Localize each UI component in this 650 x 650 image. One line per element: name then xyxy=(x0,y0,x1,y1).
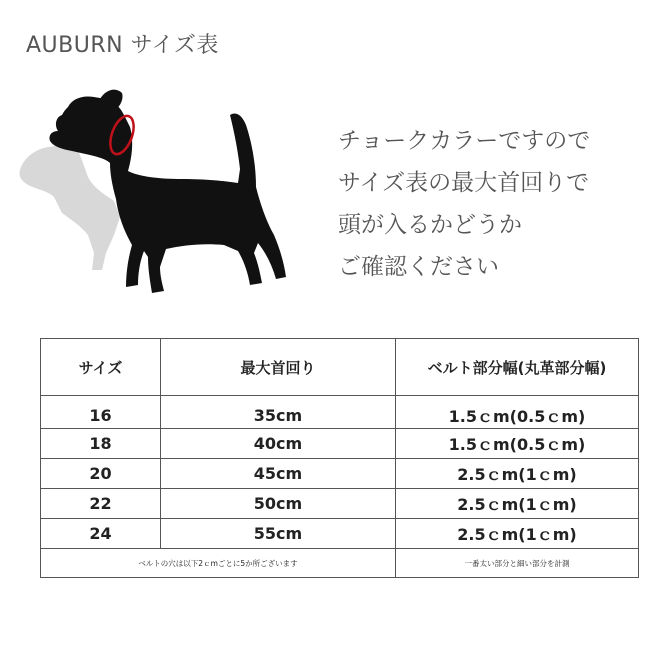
belt-holes-note: ベルトの穴は以下2ｃmごとに5か所ございます xyxy=(41,549,396,578)
neck-cell: 55cm xyxy=(161,519,396,549)
size-cell: 16 xyxy=(41,396,161,429)
size-cell: 22 xyxy=(41,489,161,519)
width-cell: 2.5ｃm(1ｃm) xyxy=(396,519,639,549)
message-line: チョークカラーですので xyxy=(338,128,591,154)
table-row xyxy=(41,519,639,549)
table-note-row xyxy=(41,549,639,578)
dog-shadow xyxy=(19,144,120,270)
table-header-row xyxy=(41,339,639,396)
table-row xyxy=(41,489,639,519)
message-line: ご確認ください xyxy=(338,254,499,280)
neck-cell: 40cm xyxy=(161,429,396,459)
message-line: 頭が入るかどうか xyxy=(338,212,522,238)
width-cell: 1.5ｃm(0.5ｃm) xyxy=(396,396,639,429)
width-cell: 2.5ｃm(1ｃm) xyxy=(396,459,639,489)
neck-cell: 45cm xyxy=(161,459,396,489)
header-size: サイズ xyxy=(41,339,161,396)
width-cell: 2.5ｃm(1ｃm) xyxy=(396,489,639,519)
message-line: サイズ表の最大首回りで xyxy=(338,170,590,196)
dog-silhouette-illustration xyxy=(10,85,320,300)
table-row xyxy=(41,396,639,429)
page-title: AUBURN サイズ表 xyxy=(26,33,219,58)
table-row xyxy=(41,459,639,489)
instruction-message xyxy=(338,120,638,288)
measurement-note: 一番太い部分と細い部分を計測 xyxy=(396,549,639,578)
header-belt-width: ベルト部分幅(丸革部分幅) xyxy=(396,339,639,396)
size-cell: 20 xyxy=(41,459,161,489)
width-cell: 1.5ｃm(0.5ｃm) xyxy=(396,429,639,459)
size-table xyxy=(40,338,639,578)
size-cell: 24 xyxy=(41,519,161,549)
table-row xyxy=(41,429,639,459)
size-cell: 18 xyxy=(41,429,161,459)
neck-cell: 50cm xyxy=(161,489,396,519)
neck-cell: 35cm xyxy=(161,396,396,429)
header-max-neck: 最大首回り xyxy=(161,339,396,396)
